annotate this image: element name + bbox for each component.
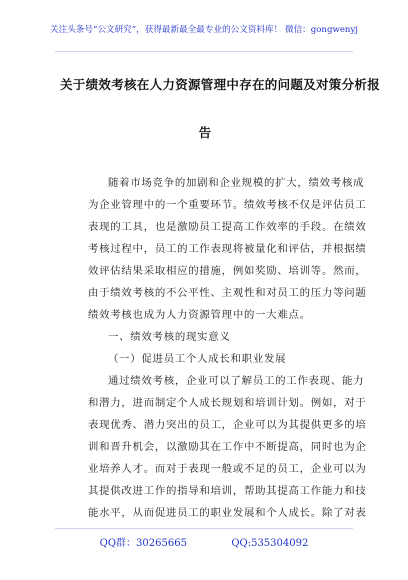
paragraph-line: 效评估结果采取相应的措施，例如奖励、培训等。然而， <box>88 265 367 277</box>
section-heading: 一、绩效考核的现实意义 <box>108 331 231 343</box>
paragraph-line: 表现的工具，也是激励员工提高工作效率的手段。在绩效 <box>88 221 367 233</box>
paragraph-line: 和潜力，进而制定个人成长规划和培训计划。例如，对于 <box>88 397 367 409</box>
document-title: 关于绩效考核在人力资源管理中存在的问题及对策分析报 <box>60 77 381 92</box>
paragraph-line: 其提供改进工作的指导和培训，帮助其提高工作能力和技 <box>88 485 367 497</box>
footer <box>0 537 408 551</box>
paragraph-line: 绩效考核也成为人力资源管理中的一大难点。 <box>88 309 311 321</box>
document-title-continuation: 告 <box>198 125 212 140</box>
paragraph-line: 通过绩效考核，企业可以了解员工的工作表现、能力 <box>108 375 365 387</box>
subsection-heading: （一）促进员工个人成长和职业发展 <box>108 353 287 365</box>
paragraph-line: 表现优秀、潜力突出的员工，企业可以为其提供更多的培 <box>88 419 367 431</box>
paragraph-line: 业培养人才。而对于表现一般或不足的员工，企业可以为 <box>88 463 367 475</box>
paragraph-line: 为企业管理中的一个重要环节。绩效考核不仅是评估员工 <box>88 199 367 211</box>
footer-qq: QQ:535304092 <box>231 538 309 549</box>
paragraph-line: 随着市场竞争的加剧和企业规模的扩大，绩效考核成 <box>108 177 365 189</box>
paragraph-line: 考核过程中，员工的工作表现将被量化和评估，并根据绩 <box>88 243 367 255</box>
paragraph-line: 由于绩效考核的不公平性、主观性和对员工的压力等问题 <box>88 287 367 299</box>
header-banner: 关注头条号“公文研究”，获得最新最全最专业的公文资料库！ 微信：gongwenyj <box>50 25 358 35</box>
footer-divider <box>55 528 353 529</box>
footer-qq-group: QQ群：30265665 <box>99 538 187 549</box>
paragraph-line: 能水平，从而促进员工的职业发展和个人成长。除了对表 <box>88 507 367 519</box>
header-divider <box>55 51 353 52</box>
paragraph-line: 训和晋升机会，以激励其在工作中不断提高，同时也为企 <box>88 441 367 453</box>
